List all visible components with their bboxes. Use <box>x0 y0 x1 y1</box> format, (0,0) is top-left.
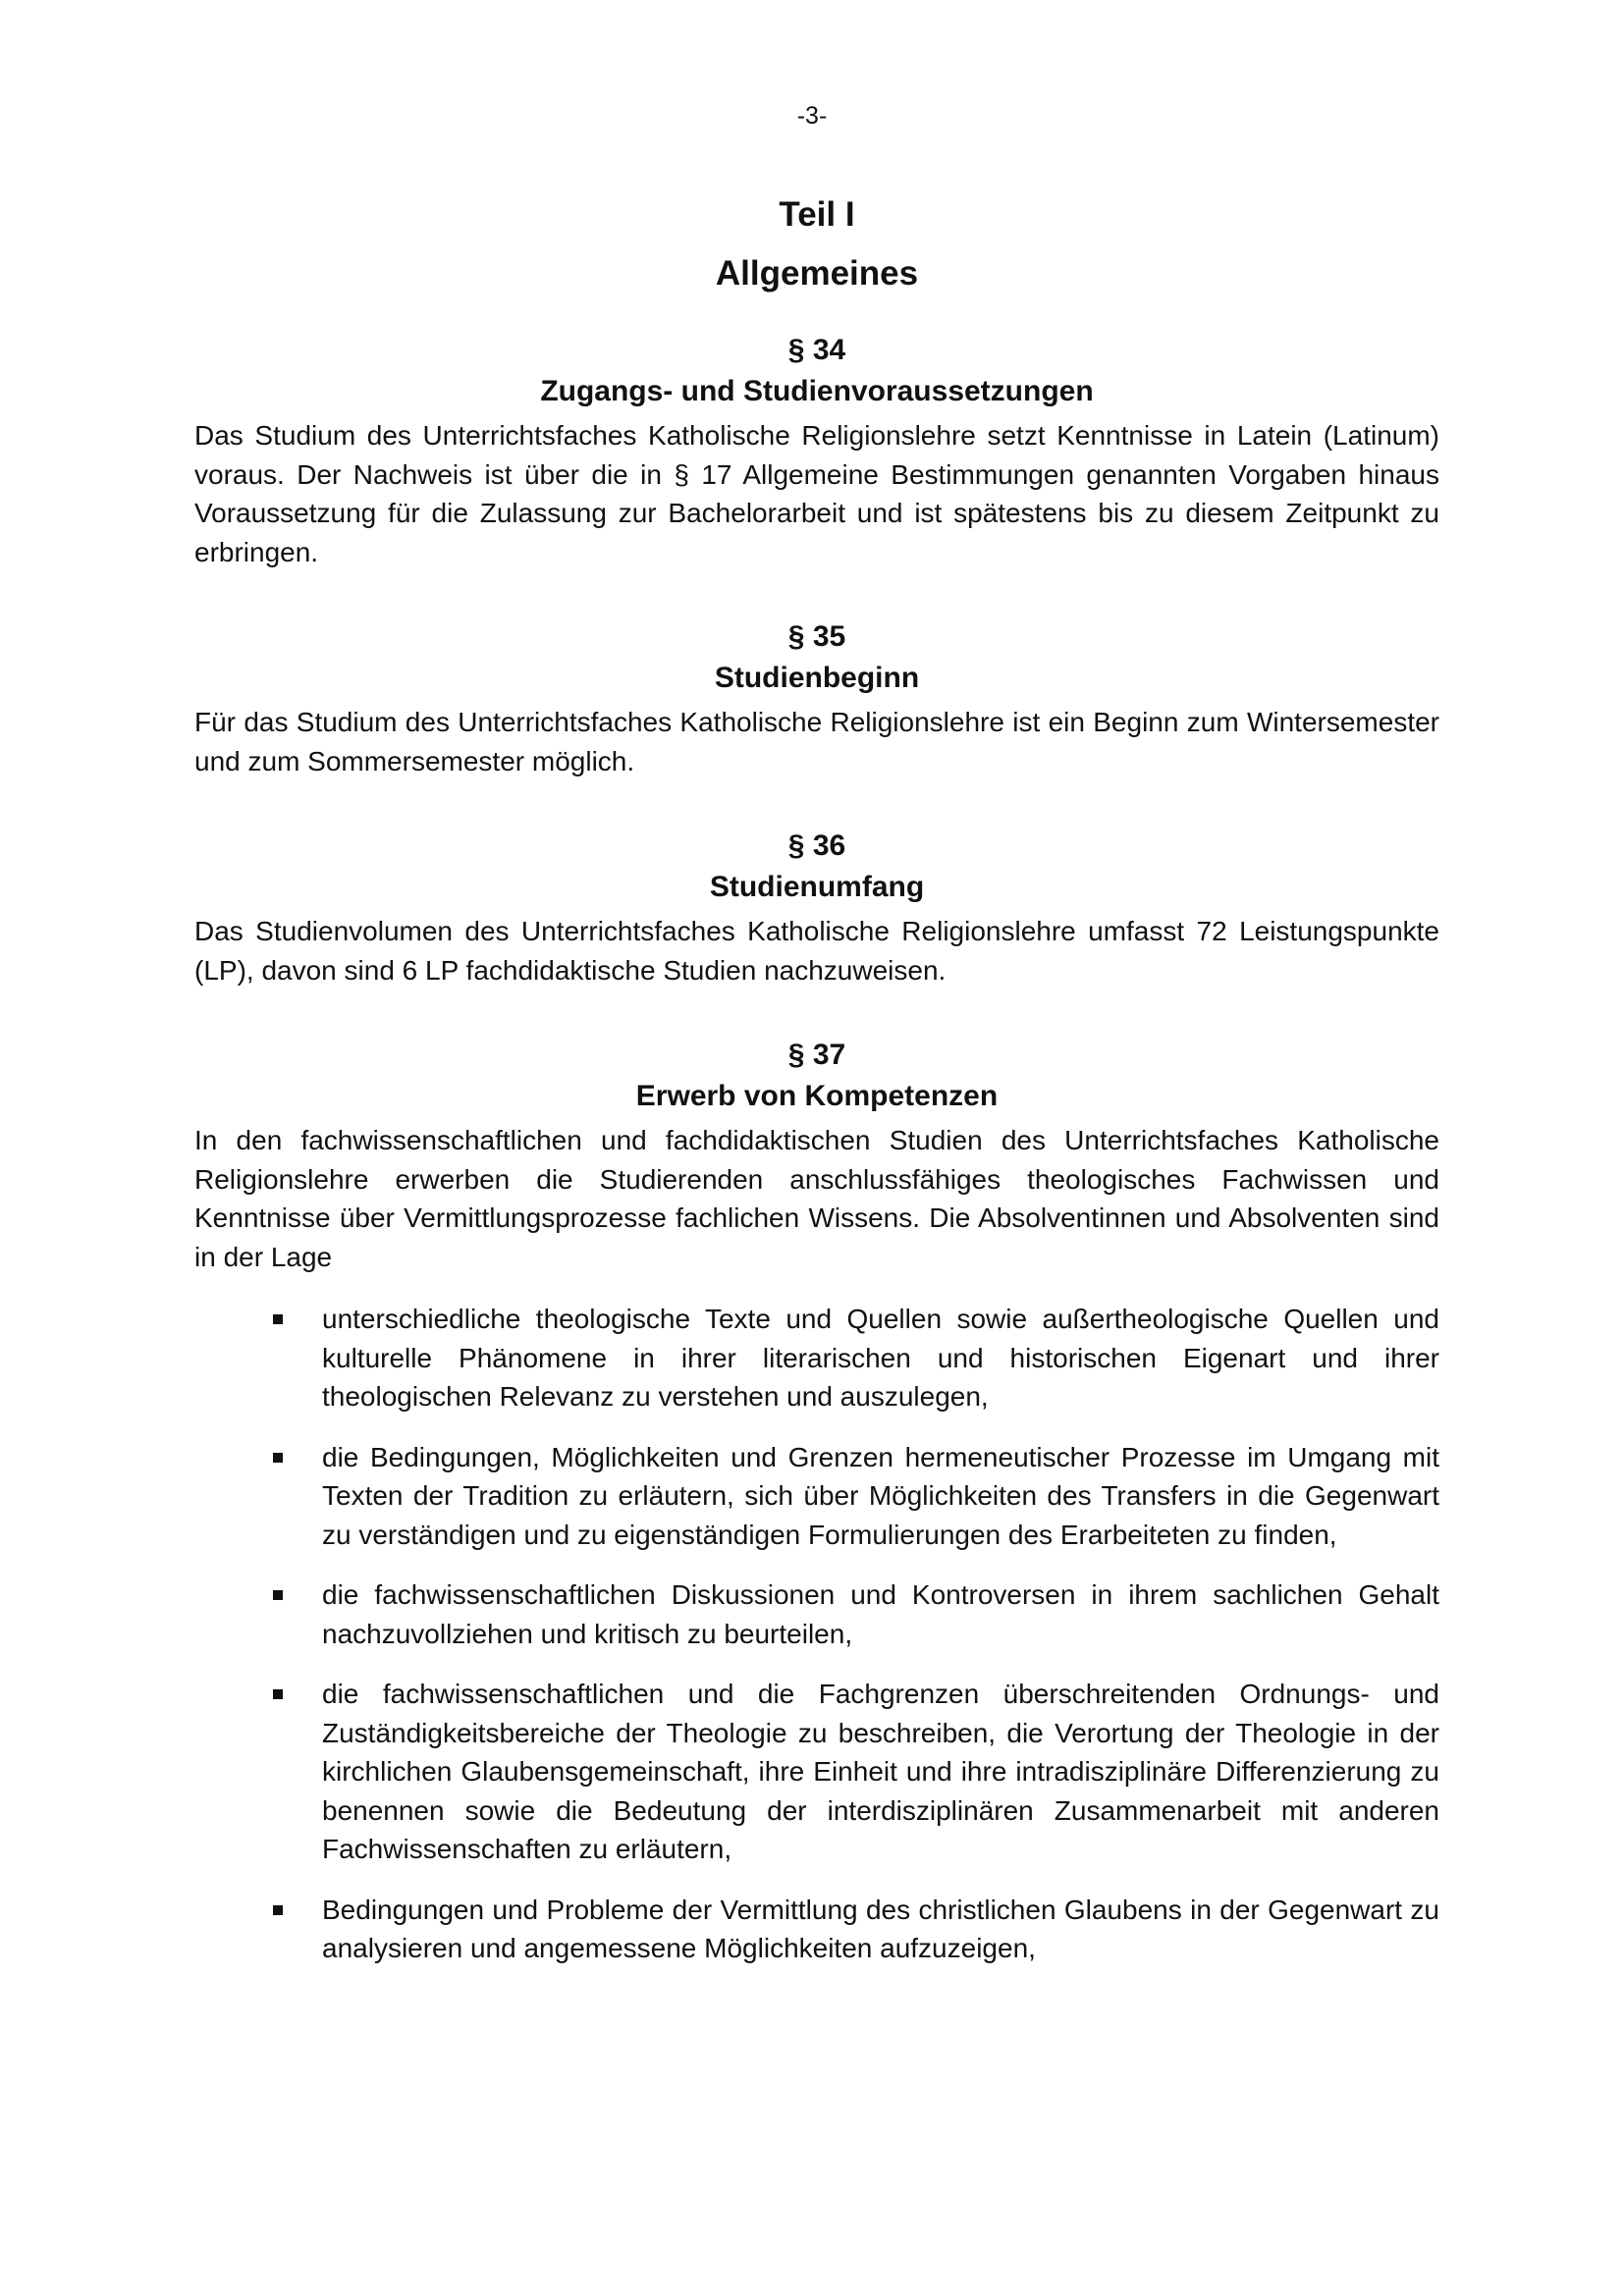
list-item <box>194 1675 1439 1869</box>
square-bullet-icon <box>273 1590 283 1600</box>
list-item-text: die Bedingungen, Möglichkeiten und Grenzen hermeneutischer Prozesse im Umgang mit Texten der Tradition zu erläutern, sich über Möglichkeiten des Transfers in die Gegenwart zu verständigen und zu eigenständigen Formulierungen des Erarbeiteten zu finden, <box>322 1441 1439 1550</box>
section-number: § 34 <box>787 334 846 366</box>
section-paragraph: Das Studienvolumen des Unterrichtsfaches Katholische Religionslehre umfasst 72 Leistungspunkte (LP), davon sind 6 LP fachdidaktische Studien nachzuweisen. <box>194 916 1439 986</box>
list-item <box>194 1438 1439 1555</box>
section-title: Studienbeginn <box>714 662 920 694</box>
section-title: Zugangs- und Studienvoraussetzungen <box>540 375 1094 407</box>
square-bullet-icon <box>273 1453 283 1463</box>
section-paragraph: Für das Studium des Unterrichtsfaches Katholische Religionslehre ist ein Beginn zum Wintersemester und zum Sommersemester möglich. <box>194 707 1439 776</box>
section-title: Erwerb von Kompetenzen <box>635 1080 999 1112</box>
list-item <box>194 1575 1439 1653</box>
section-number: § 35 <box>787 620 846 653</box>
square-bullet-icon <box>273 1314 283 1324</box>
section-paragraph: In den fachwissenschaftlichen und fachdidaktischen Studien des Unterrichtsfaches Katholische Religionslehre erwerben die Studierenden anschlussfähiges theologisches Fachwissen und Kenntnisse über Vermittlungsprozesse fachlichen Wissens. Die Absolventinnen und Absolventen sind in der Lage <box>194 1125 1439 1272</box>
section-title: Studienumfang <box>709 871 925 903</box>
square-bullet-icon <box>273 1905 283 1915</box>
list-item-text: die fachwissenschaftlichen und die Fachgrenzen überschreitenden Ordnungs- und Zuständigkeitsbereiche der Theologie zu beschreiben, die Verortung der Theologie in der kirchlichen Glaubensgemeinschaft, ihre Einheit und ihre intradisziplinäre Differenzierung zu benennen sowie die Bedeutung der interdisziplinären Zusammenarbeit mit anderen Fachwissenschaften zu erläutern, <box>322 1679 1439 1864</box>
list-item <box>194 1891 1439 1968</box>
competence-list <box>194 1300 1439 1968</box>
square-bullet-icon <box>273 1689 283 1699</box>
part-label: Teil I <box>779 195 855 234</box>
section-36 <box>194 826 1439 989</box>
list-item <box>194 1300 1439 1416</box>
section-37 <box>194 1035 1439 1968</box>
section-paragraph: Das Studium des Unterrichtsfaches Katholische Religionslehre setzt Kenntnisse in Latein (Latinum) voraus. Der Nachweis ist über die in § 17 Allgemeine Bestimmungen genannten Vorgaben hinaus Voraussetzung für die Zulassung zur Bachelorarbeit und ist spätestens bis zu diesem Zeitpunkt zu erbringen. <box>194 420 1439 567</box>
part-title: Allgemeines <box>715 254 919 293</box>
section-35 <box>194 616 1439 780</box>
page-number: -3- <box>796 102 828 130</box>
list-item-text: unterschiedliche theologische Texte und Quellen sowie außertheologische Quellen und kulturelle Phänomene in ihrer literarischen und historischen Eigenart und ihrer theologischen Relevanz zu verstehen und auszulegen, <box>322 1304 1439 1412</box>
document-body <box>194 192 1439 1990</box>
list-item-text: die fachwissenschaftlichen Diskussionen und Kontroversen in ihrem sachlichen Gehalt nachzuvollziehen und kritisch zu beurteilen, <box>322 1579 1439 1649</box>
list-item-text: Bedingungen und Probleme der Vermittlung des christlichen Glaubens in der Gegenwart zu analysieren und angemessene Möglichkeiten aufzuzeigen, <box>322 1894 1439 1963</box>
section-34 <box>194 330 1439 571</box>
section-number: § 36 <box>787 829 846 862</box>
section-number: § 37 <box>787 1039 846 1071</box>
